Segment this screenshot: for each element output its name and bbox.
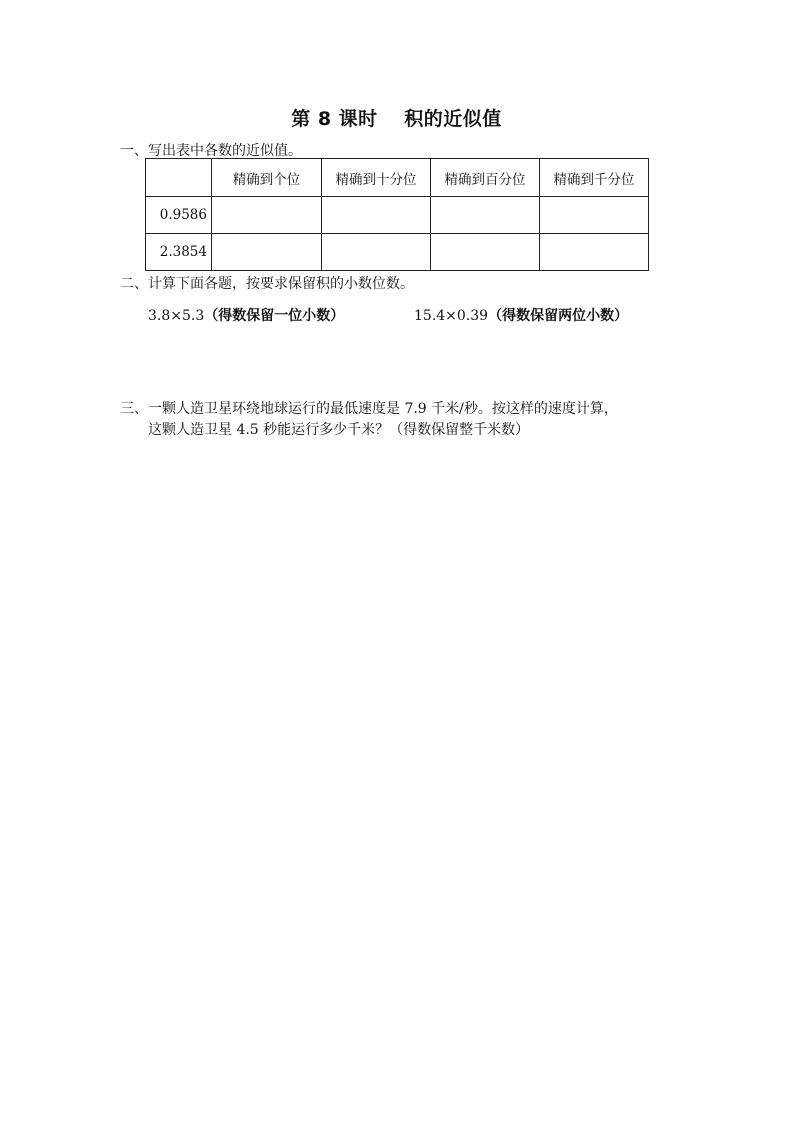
calc-problem-2 — [414, 305, 628, 325]
table-row-label: 0.9586 — [146, 197, 212, 234]
answer-cell[interactable] — [212, 234, 322, 271]
answer-cell[interactable] — [322, 234, 431, 271]
table-row — [146, 197, 649, 234]
table-row — [146, 234, 649, 271]
problem-expression: 15.4×0.39 — [414, 308, 489, 324]
problem-expression: 3.8×5.3 — [148, 308, 205, 324]
table-header-thousandths: 精确到千分位 — [540, 159, 649, 197]
page-title: 第 8 课时 积的近似值 — [291, 108, 502, 130]
section-3-question-line-2: 这颗人造卫星 4.5 秒能运行多少千米？（得数保留整千米数） — [148, 422, 530, 438]
calc-problem-1 — [148, 305, 344, 325]
table-row-label: 2.3854 — [146, 234, 212, 271]
table-header-ones: 精确到个位 — [212, 159, 322, 197]
answer-cell[interactable] — [431, 234, 540, 271]
table-header-hundredths: 精确到百分位 — [431, 159, 540, 197]
answer-cell[interactable] — [322, 197, 431, 234]
table-header-corner — [146, 159, 212, 197]
answer-cell[interactable] — [540, 234, 649, 271]
answer-cell[interactable] — [540, 197, 649, 234]
section-1-heading: 一、写出表中各数的近似值。 — [120, 143, 302, 159]
approximation-table — [145, 158, 649, 271]
section-2-heading: 二、计算下面各题，按要求保留积的小数位数。 — [120, 276, 414, 292]
table-header-row — [146, 159, 649, 197]
section-3-question-line-1: 三、一颗人造卫星环绕地球运行的最低速度是 7.9 千米/秒。按这样的速度计算， — [120, 401, 618, 417]
answer-cell[interactable] — [431, 197, 540, 234]
table-header-tenths: 精确到十分位 — [322, 159, 431, 197]
problem-requirement: （得数保留一位小数） — [204, 308, 345, 324]
answer-cell[interactable] — [212, 197, 322, 234]
problem-requirement: （得数保留两位小数） — [488, 308, 629, 324]
